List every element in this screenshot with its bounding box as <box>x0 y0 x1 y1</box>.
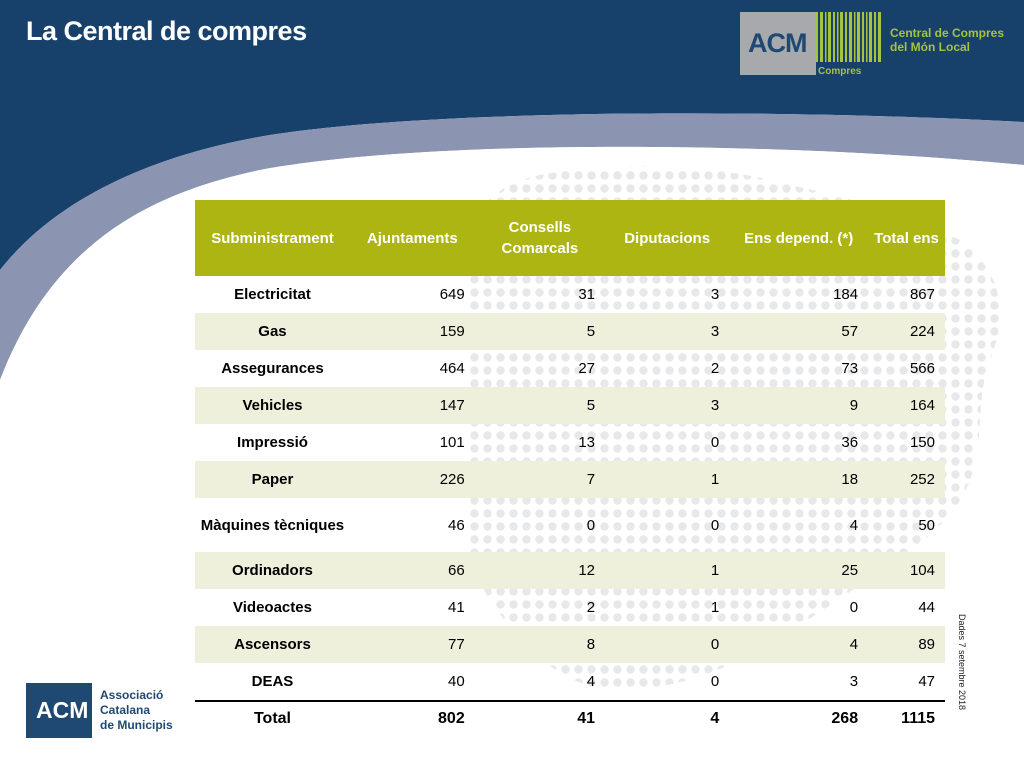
table-cell: 224 <box>868 313 945 350</box>
table-cell: 36 <box>841 434 859 451</box>
table-row <box>195 461 945 498</box>
data-date-note: Dades 7 setembre 2018 <box>957 614 967 711</box>
total-cell: 268 <box>729 701 868 736</box>
table-cell: 1 <box>605 552 729 589</box>
table-cell: 5 <box>475 313 605 350</box>
header-cell: Diputacions <box>605 200 729 276</box>
compres-label: Compres <box>818 66 862 77</box>
acm-logo-mark: ACM <box>36 697 89 723</box>
row-label: Impressió <box>237 434 308 451</box>
table-row <box>195 498 945 552</box>
table-cell: 0 <box>710 516 720 534</box>
table-cell: 12 <box>475 552 605 589</box>
table-cell: 0 <box>710 673 720 690</box>
logo-tagline-1: Central de Compres <box>890 26 1005 40</box>
row-label: Ordinadors <box>195 552 350 589</box>
table-cell: 25 <box>729 552 868 589</box>
table-cell: 47 <box>918 673 935 690</box>
row-label: Ascensors <box>195 626 350 663</box>
table-cell: 164 <box>868 387 945 424</box>
table-cell: 0 <box>849 599 859 616</box>
table-row <box>195 313 945 350</box>
table-cell: 89 <box>868 626 945 663</box>
table-cell: 50 <box>918 516 935 534</box>
table-cell: 649 <box>439 286 465 303</box>
table-cell: 566 <box>909 360 935 377</box>
table-cell: 0 <box>710 434 720 451</box>
table-cell: 4 <box>586 673 596 690</box>
table-cell: 57 <box>729 313 868 350</box>
table-cell: 226 <box>350 461 475 498</box>
acm-association-logo <box>26 683 186 739</box>
table-cell: 1 <box>710 599 720 616</box>
acm-compres-logo <box>740 12 1020 80</box>
table-cell: 4 <box>849 516 859 534</box>
table-row <box>195 663 945 701</box>
barcode-icon <box>816 12 882 62</box>
table-cell: 4 <box>729 626 868 663</box>
acm-logo-mark: ACM <box>748 28 807 58</box>
table-cell: 44 <box>918 599 935 616</box>
table-cell: 73 <box>841 360 859 377</box>
table-cell: 41 <box>448 599 465 616</box>
header-cell: Subministrament <box>195 200 350 276</box>
total-label: Total <box>195 701 350 736</box>
table-cell: 150 <box>909 434 935 451</box>
table-cell: 184 <box>833 286 859 303</box>
table-cell: 2 <box>710 360 720 377</box>
table-cell: 252 <box>868 461 945 498</box>
row-label: Assegurances <box>221 360 324 377</box>
row-label: Gas <box>195 313 350 350</box>
table-row <box>195 424 945 461</box>
table-cell: 159 <box>350 313 475 350</box>
table-cell: 40 <box>448 673 465 690</box>
header-cell: Ajuntaments <box>350 200 475 276</box>
row-label: Vehicles <box>195 387 350 424</box>
table-cell: 3 <box>605 387 729 424</box>
table-cell: 31 <box>578 286 596 303</box>
table-cell: 464 <box>439 360 465 377</box>
table-cell: 9 <box>729 387 868 424</box>
row-label: Electricitat <box>234 286 311 303</box>
table-row <box>195 350 945 387</box>
total-cell: 802 <box>350 701 475 736</box>
table-cell: 3 <box>849 673 859 690</box>
row-label: Paper <box>195 461 350 498</box>
table-cell: 1 <box>605 461 729 498</box>
logo-text-line-2: Catalana <box>100 703 151 717</box>
table-header-row <box>195 200 945 276</box>
table-cell: 101 <box>439 434 465 451</box>
table-row <box>195 552 945 589</box>
table-cell: 7 <box>475 461 605 498</box>
total-cell: 4 <box>605 701 729 736</box>
logo-tagline-2: del Món Local <box>890 40 971 54</box>
table-cell: 18 <box>729 461 868 498</box>
table-row <box>195 589 945 626</box>
table-cell: 3 <box>605 313 729 350</box>
row-label: Màquines tècniques <box>200 516 345 534</box>
table-cell: 5 <box>475 387 605 424</box>
table-cell: 867 <box>909 286 935 303</box>
table-cell: 77 <box>350 626 475 663</box>
header-cell: Consells Comarcals <box>475 200 605 276</box>
table-cell: 0 <box>586 516 596 534</box>
table-cell: 8 <box>475 626 605 663</box>
table-cell: 104 <box>868 552 945 589</box>
total-cell: 1115 <box>868 701 945 736</box>
row-label: DEAS <box>251 673 294 690</box>
table-cell: 27 <box>578 360 596 377</box>
table-cell: 0 <box>605 626 729 663</box>
logo-text-line-3: de Municipis <box>100 718 173 732</box>
table-cell: 3 <box>710 286 720 303</box>
slide-title: La Central de compres <box>26 16 307 46</box>
table-cell: 2 <box>586 599 596 616</box>
total-cell: 41 <box>475 701 605 736</box>
table-row <box>195 276 945 313</box>
supplies-table <box>195 200 945 736</box>
logo-text-line-1: Associació <box>100 688 164 702</box>
header-cell: Ens depend. (*) <box>729 200 868 276</box>
table-cell: 46 <box>448 516 465 534</box>
table-cell: 66 <box>350 552 475 589</box>
table-cell: 147 <box>350 387 475 424</box>
table-row <box>195 387 945 424</box>
table-total-row <box>195 701 945 736</box>
table-row <box>195 626 945 663</box>
row-label: Videoactes <box>233 599 312 616</box>
table-cell: 13 <box>578 434 596 451</box>
header-cell: Total ens <box>868 200 945 276</box>
